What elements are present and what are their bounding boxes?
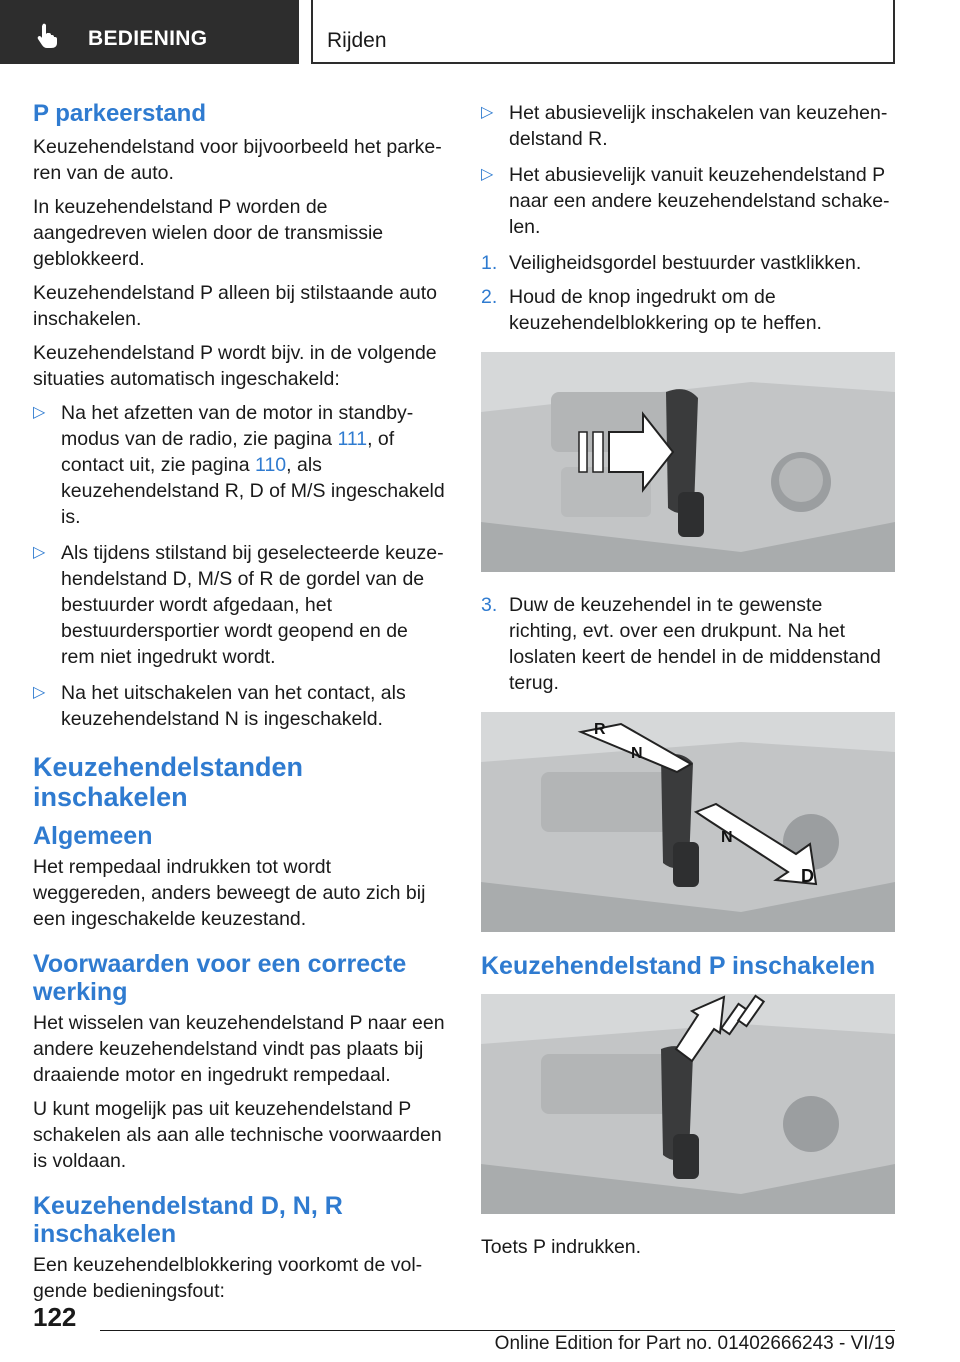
step-number: 3.: [481, 594, 498, 616]
right-column: [481, 100, 895, 1268]
footer-divider: [100, 1330, 895, 1331]
direction-label-r: R: [594, 721, 606, 738]
paragraph: Het wisselen van keuzehendelstand P naar een andere keuzehendelstand vindt pas plaats bij draaiende motor en ingedrukt rempedaal.: [33, 1012, 445, 1086]
bullet-item: ▷ Het abusievelijk vanuit keuzehendelstand P naar een andere keuzehendelstand schakelen.: [481, 164, 890, 238]
paragraph: U kunt mogelijk pas uit keuzehendelstand P schakelen als aan alle technische voorwaarden is voldaan.: [33, 1098, 442, 1172]
gear-lever-directions-image: [481, 712, 895, 932]
dnr-heading: Keuzehendelstand D, N, R inschakelen: [33, 1192, 343, 1248]
p-inschakelen-heading: Keuzehendelstand P inschakelen: [481, 952, 876, 980]
bullet-item: ▷ Na het afzetten van de motor in standby-modus van de radio, zie pagina 111, of contact uit, zie pagina 110, als keuzehendelstand R, D of M/S ingeschakeld is.: [33, 402, 445, 528]
page-link-110[interactable]: 110: [255, 454, 287, 476]
triangle-bullet-icon: ▷: [33, 544, 46, 561]
triangle-bullet-icon: ▷: [33, 404, 46, 421]
section-tab: [0, 0, 299, 64]
paragraph: In keuzehendelstand P worden de aangedreven wielen door de transmissie geblokkeerd.: [33, 196, 384, 270]
hand-icon: [36, 22, 60, 48]
step-number: 1.: [481, 252, 498, 274]
paragraph: Keuzehendelstand voor bijvoorbeeld het parkeren van de auto.: [33, 136, 442, 184]
page-link-111[interactable]: 111: [337, 428, 368, 450]
direction-label-n-back: N: [631, 745, 643, 762]
chapter-header: [311, 0, 895, 64]
bullet-item: ▷ Na het uitschakelen van het contact, als keuzehendelstand N is ingeschakeld.: [33, 682, 406, 730]
section-label: BEDIENING: [88, 27, 208, 50]
left-column: [33, 100, 445, 1312]
footer-edition: Online Edition for Part no. 01402666243 - VI/19: [494, 1333, 895, 1354]
page-number: 122: [33, 1302, 77, 1332]
paragraph: Keuzehendelstand P wordt bijv. in de volgende situaties automatisch ingeschakeld:: [33, 342, 437, 390]
bullet-item: ▷ Als tijdens stilstand bij geselecteerde keuzehendelstand D, M/S of R de gordel van de bestuurder wordt afgedaan, het bestuurdersportier wordt geopend en de rem niet ingedrukt wordt.: [33, 542, 444, 668]
direction-label-d: D: [801, 866, 814, 886]
triangle-bullet-icon: ▷: [33, 684, 46, 701]
paragraph: Het rempedaal indrukken tot wordt weggereden, anders beweegt de auto zich bij een ingeschakelde keuzestand.: [33, 856, 426, 930]
paragraph: Toets P indrukken.: [481, 1236, 642, 1258]
paragraph: Keuzehendelstand P alleen bij stilstaande auto inschakelen.: [33, 282, 438, 330]
step-number: 2.: [481, 286, 498, 308]
step-item: 3. Duw de keuzehendel in te gewenste richting, evt. over een drukpunt. Na het loslaten keert de hendel in de middenstand terug.: [481, 594, 881, 694]
p-parkeerstand-heading: P parkeerstand: [33, 100, 206, 127]
chapter-label: Rijden: [327, 29, 387, 52]
paragraph: Een keuzehendelblokkering voorkomt de volgende bedieningsfout:: [33, 1254, 423, 1302]
voorwaarden-heading: Voorwaarden voor een correcte werking: [33, 950, 407, 1006]
triangle-bullet-icon: ▷: [481, 104, 494, 121]
gear-lever-p-button-image: [481, 994, 895, 1214]
direction-label-n-forward: N: [721, 829, 733, 846]
step-item: 2. Houd de knop ingedrukt om de keuzehendelblokkering op te heffen.: [481, 286, 822, 334]
main-heading: Keuzehendelstanden inschakelen: [33, 752, 304, 812]
gear-lever-unlock-image: [481, 352, 895, 572]
step-item: 1. Veiligheidsgordel bestuurder vastklikken.: [481, 252, 862, 274]
triangle-bullet-icon: ▷: [481, 166, 494, 183]
algemeen-heading: Algemeen: [33, 822, 153, 850]
bullet-item: ▷ Het abusievelijk inschakelen van keuzehendelstand R.: [481, 102, 888, 150]
